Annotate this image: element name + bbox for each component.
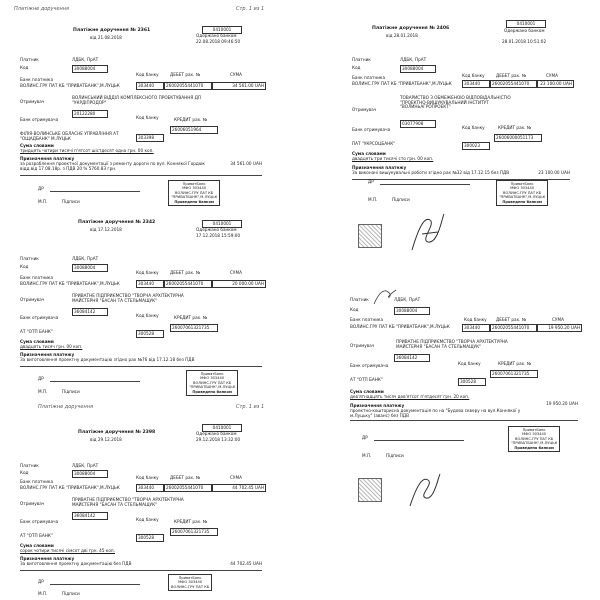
debit-account: 26002055441070 [164,280,212,288]
sum-label: СУМА [230,72,242,77]
credit-account: 26007061321735 [170,324,218,332]
stamp-line-3: ВОЛИНС.ГРУ ПАТ КБ [193,380,232,385]
payer-bank: ВОЛИНС.ГРУ ПАТ КБ "ПРИВАТБАНК",М.ЛУЦЬК [20,281,120,286]
purpose-sum: 34 561.00 UAH [230,161,262,166]
stamp-line-4: "ПРИВАТБАНК",М.ЛУЦЬК [499,195,546,200]
recipient-bank: АТ "ОТП БАНК" [20,533,53,538]
recipient-bank: АТ "ОТП БАНК" [20,329,53,334]
purpose-text: проектно-кошторисна документація по на "Будова скверу на вул.Коннякої у м.Луцьку" (аванс) без ПДВ [350,408,521,418]
payment-order-4 [312,14,572,274]
payer-bank-code: 303440 [136,82,164,90]
recipient-code: 20122280 [72,110,108,118]
debit-label: ДЕБЕТ рах. № [496,73,527,78]
sign-label: Підписи [62,591,80,596]
debit-account: 26002055441070 [490,324,538,332]
payer-label: Платник [20,463,39,468]
received-label: Одержано банком [504,28,545,33]
purpose-sum: 23 100.00 UAH [538,170,570,175]
payer-bank-label: Банк платника [20,275,54,280]
payer-label: Платник [20,57,39,62]
recipient-label: Отримувач [20,297,45,302]
credit-label: КРЕДИТ рах. № [498,125,532,130]
order-date: від 17.12.2018 [90,227,122,232]
purpose-label: Призначення платежу [352,165,407,170]
purpose-text: За виконані вишукувальні роботи згідно рах №32 від 17.12.15 без ПДВ [352,170,510,175]
credit-label: КРЕДИТ рах. № [174,519,208,524]
stamp-line-1: ПриватБанк [182,182,206,186]
order-date: від 21.08.2018 [90,35,122,40]
payer-label: Платник [352,57,371,62]
sum-words: двадцять тисяч грн. 00 коп. [20,344,83,349]
payment-order-2 [18,220,268,400]
credit-label: КРЕДИТ рах. № [174,315,208,320]
payer-label: Платник [20,256,39,261]
sign-label: Підписи [392,197,410,202]
third-doc-header-right: Стр. 1 из 1 [236,404,265,410]
stamp-line-3: ВОЛИНС.ГРУ ПАТ КБ [175,190,214,195]
stamp-line-4: "ПРИВАТБАНК",М.ЛУЦЬК [189,385,236,390]
stamp-line-2: МФО 303440 [182,186,207,191]
page-header-left: Платіжне доручення [14,6,69,12]
bank-stamp [508,426,560,452]
payer-bank-label: Банк платника [350,317,384,322]
purpose-text: За виготовлення проектну документацію без ПДВ [20,561,132,566]
sum-label: СУМА [230,270,242,275]
sign-label: Підписи [386,453,404,458]
stamp-line-1: ПриватБанк [200,372,224,376]
recipient-label: Отримувач [20,99,45,104]
payer-label: Платник [350,297,369,302]
dr-label: ДР [38,579,44,584]
stamp-line-5: Проведено банком [192,389,232,394]
stamp-line-4: "ПРИВАТБАНК",М.ЛУЦЬК [171,195,218,200]
order-number-box: 0410001 [506,20,546,28]
order-title: Платіжне доручення № 2406 [372,26,450,31]
debit-label: ДЕБЕТ рах. № [170,475,201,480]
signature-icon [404,470,444,510]
sum-words: двадцять три тисячі сто грн. 00 коп. [352,156,434,161]
dr-line [50,381,140,382]
purpose-label: Призначення платежу [20,156,75,161]
mp-label: М.П. [368,197,378,202]
recipient-bank-label: Банк отримувача [20,315,59,320]
sum-words-label: Сума словами [352,151,386,156]
stamp-line-2: МФО 303440 [522,432,547,437]
order-number-box: 0410001 [202,26,242,34]
stamp-line-1: ПриватБанк [522,428,546,432]
payer-code: 30088004 [400,65,436,73]
order-date: від 29.12.2018 [90,437,122,442]
purpose-label: Призначення платежу [20,352,75,357]
purpose-sum: 19 950.20 UAH [546,401,578,406]
order-number-box: 0410001 [202,220,242,228]
received-date: 29.12.2018 13:32:00 [196,437,241,442]
recipient-bank-code: 300023 [462,142,490,150]
purpose-label: Призначення платежу [350,403,405,408]
bank-code-label: Код банку [136,475,159,480]
recipient-bank: ФІЛІЯ-ВОЛИНСЬКЕ ОБЛАСНЕ УПРАВЛІННЯ АТ "ОЩАДБАНК" М.ЛУЦЬК [20,131,119,141]
sum-label: СУМА [230,475,242,480]
payer-code: 30088004 [72,65,108,73]
purpose-text: за розроблення проектної документації з ремонту дороги по вул. Коннякої Гордюк відд.від 17.08.18р. з ПДВ 20 % 5760.83 грн. [20,161,205,171]
sum-value: 23 100.00 UAH [536,80,574,88]
recipient-name: ВОЛИНСЬКИЙ ВІДДІЛ КОМПЛЕКСНОГО ПРОЕКТУВАННЯ ДП "УКРДІПРОДОР" [72,95,202,105]
recipient-label: Отримувач [20,501,45,506]
purpose-text: За виготовлення проектну документацію згідно рах №76 від 17.12.18 без ПДВ [20,357,195,362]
sum-value: 20 000.00 UAH [212,280,266,288]
purpose-label: Призначення платежу [20,556,75,561]
sum-value: 44 702.45 UAH [212,484,266,492]
bank-logo-stamp-icon [358,224,382,248]
payer-name: ЛДБК, ПрАТ [400,57,427,62]
payer-bank: ВОЛИНС.ГРУ ПАТ КБ "ПРИВАТБАНК",М.ЛУЦЬК [20,485,120,490]
order-number-box: 0410001 [202,424,242,432]
code-label: Код [20,65,29,70]
stamp-line-5: Проведено банком [502,199,542,204]
payer-code: 30088004 [394,307,430,315]
code-label: Код [352,65,361,70]
recipient-bank-code: 300528 [136,534,164,542]
recipient-bank: АТ "ОТП БАНК" [350,377,383,382]
dr-label: ДР [368,179,374,184]
recipient-name: ТОВАРИСТВО З ОБМЕЖЕНОЮ ВІДПОВІДАЛЬНІСТЮ "ПРОЕКТНО-ВИШУКУВАЛЬНИЙ ІНСТИТУТ "ВОЛИНЬАГРОПРОЕКТ" [400,95,511,110]
credit-account: 26007061321735 [490,370,538,378]
sum-words-label: Сума словами [20,543,54,548]
credit-account: 26006051964 [170,126,218,134]
recipient-bank-label: Банк отримувача [350,363,389,368]
debit-label: ДЕБЕТ рах. № [170,270,201,275]
received-date: 22.08.2018 09:46:50 [196,39,241,44]
recipient-bank-code: 303398 [136,134,164,142]
mp-label: М.П. [38,389,48,394]
sum-label: СУМА [546,73,558,78]
dr-label: ДР [38,376,44,381]
payer-bank: ВОЛИНС.ГРУ ПАТ КБ "ПРИВАТБАНК",М.ЛУЦЬК [350,324,450,329]
stamp-line-2: МФО 303440 [200,376,225,381]
sum-words-label: Сума словами [350,389,384,394]
order-date: від 28.01.2018 [386,33,418,38]
payer-bank-code: 303440 [136,280,164,288]
third-doc-header-left: Платіжне доручення [38,404,93,410]
credit-account: 26007061321735 [170,528,218,536]
recipient-bank-code: 300528 [458,378,486,386]
recipient-bank-label: Банк отримувача [352,127,391,132]
payer-bank-label: Банк платника [352,75,386,80]
debit-account: 26002055441070 [164,484,212,492]
signature-icon [408,210,448,254]
sum-value: 34 561.00 UAH [212,82,266,90]
bank-code-label: Код банку [136,270,159,275]
stamp-line-3: ВОЛИНС.ГРУ ПАТ КБ [171,584,210,589]
code-label: Код [350,307,359,312]
bank-code-label: Код банку [136,72,159,77]
sum-label: СУМА [552,317,564,322]
recipient-code: 36084142 [394,354,430,362]
recipient-code: 36084142 [72,512,108,520]
recipient-bank-code-label: Код банку [136,313,159,318]
stamp-line-3: ВОЛИНС.ГРУ ПАТ КБ [515,436,554,441]
recipient-bank-code: 300528 [136,330,164,338]
payer-bank: ВОЛИНС.ГРУ ПАТ КБ "ПРИВАТБАНК",М.ЛУЦЬК [20,83,120,88]
signature-icon-2 [372,286,398,306]
payment-order-3 [18,420,268,600]
bank-stamp [168,574,212,591]
payer-name: ЛДБК, ПрАТ [72,57,99,62]
recipient-code: 36084142 [72,308,108,316]
recipient-label: Отримувач [350,343,375,348]
recipient-bank-code-label: Код банку [458,361,481,366]
order-title: Платіжне доручення № 2361 [73,28,151,33]
received-label: Одержано банком [196,33,237,38]
payer-bank-code: 303440 [462,80,490,88]
received-date: 28.01.2018 10:51:02 [502,39,547,44]
divider [20,570,262,571]
credit-account: 26006000051173 [494,134,542,142]
recipient-bank-code-label: Код банку [462,125,485,130]
dr-line [50,191,140,192]
bank-code-label: Код банку [464,317,487,322]
dr-label: ДР [38,186,44,191]
sum-words: дев'ятнадцять тисяч дев'ятсот п'ятдесят грн. 20 коп. [350,394,470,399]
code-label: Код [20,264,29,269]
received-label: Одержано банком [196,431,237,436]
recipient-name: ПРИВАТНЕ ПІДПРИЄМСТВО "ТВОРЧА АРХІТЕКТУРНА МАЙСТЕРНЯ "БАСАН ТА СТЕЛЬМАЩУК" [72,497,184,507]
debit-account: 26002055441070 [490,80,538,88]
bank-stamp [186,370,238,396]
received-date: 17.12.2018 15:59:00 [196,233,241,238]
payer-bank-label: Банк платника [20,479,54,484]
code-label: Код [20,470,29,475]
payer-name: ЛДБК, ПрАТ [72,463,99,468]
stamp-line-3: ВОЛИНС.ГРУ ПАТ КБ [503,190,542,195]
page-header-right: Стр. 1 из 1 [236,6,265,12]
recipient-code: 03077908 [400,120,436,128]
sum-words: сорок чотири тисячі сімсот дві грн. 45 коп. [20,548,115,553]
mp-label: М.П. [362,453,372,458]
dr-line [380,184,470,185]
divider [20,175,262,176]
payer-code: 30088004 [72,470,108,478]
mp-label: М.П. [38,591,48,596]
dr-line [374,440,464,441]
debit-label: ДЕБЕТ рах. № [496,317,527,322]
debit-account: 26002055441070 [164,82,212,90]
divider [350,420,578,421]
payer-name: ЛДБК, ПрАТ [394,297,421,302]
recipient-label: Отримувач [352,107,377,112]
recipient-bank-code-label: Код банку [136,517,159,522]
payer-name: ЛДБК, ПрАТ [72,256,99,261]
payer-bank-label: Банк платника [20,77,54,82]
recipient-name: ПРИВАТНЕ ПІДПРИЄМСТВО "ТВОРЧА АРХІТЕКТУРНА МАЙСТЕРНЯ "БАСАН ТА СТЕЛЬМАЩУК" [396,339,508,349]
payer-bank: ВОЛИНС.ГРУ ПАТ КБ "ПРИВАТБАНК",М.ЛУЦЬК [352,81,452,86]
payment-order-1 [18,20,268,205]
received-label: Одержано банком [196,227,237,232]
bank-logo-stamp-icon [358,478,382,502]
stamp-line-5: Проведено банком [174,199,214,204]
stamp-line-1: ПриватБанк [510,182,534,186]
recipient-bank-label: Банк отримувача [20,519,59,524]
sign-label: Підписи [62,199,80,204]
dr-line [50,584,140,585]
sum-words-label: Сума словами [20,143,54,148]
payer-code: 30088004 [72,264,108,272]
sign-label: Підписи [62,389,80,394]
divider [20,366,262,367]
sum-words: тридцять чотири тисячі п'ятсот шістдесят одна грн. 00 коп. [20,148,154,153]
dr-label: ДР [362,435,368,440]
mp-label: М.П. [38,199,48,204]
sum-words-label: Сума словами [20,339,54,344]
stamp-line-2: МФО 303440 [510,186,535,191]
order-title: Платіжне доручення № 2342 [78,220,156,225]
recipient-bank: ПАТ "УКРСОЦБАНК" [352,141,396,146]
payment-order-5 [312,298,582,598]
recipient-name: ПРИВАТНЕ ПІДПРИЄМСТВО "ТВОРЧА АРХІТЕКТУРНА МАЙСТЕРНЯ "БАСАН ТА СТЕЛЬМАЩУК" [72,293,184,303]
stamp-line-5: Проведено банком [514,445,554,450]
payer-bank-code: 303440 [136,484,164,492]
stamp-line-2: МФО 303440 [178,580,203,585]
bank-code-label: Код банку [462,73,485,78]
recipient-bank-label: Банк отримувача [20,117,59,122]
credit-label: КРЕДИТ рах. № [498,361,532,366]
recipient-bank-code-label: Код банку [136,115,159,120]
purpose-sum: 44 702.45 UAH [230,561,262,566]
stamp-line-4: "ПРИВАТБАНК",М.ЛУЦЬК [511,441,558,446]
bank-stamp [496,180,548,206]
payer-bank-code: 303440 [462,324,490,332]
sum-value: 19 950.20 UAH [536,324,582,332]
debit-label: ДЕБЕТ рах. № [170,72,201,77]
credit-label: КРЕДИТ рах. № [174,117,208,122]
bank-stamp [168,180,220,206]
order-title: Платіжне доручення № 2398 [78,430,156,435]
stamp-line-1: ПриватБанк [178,576,202,580]
